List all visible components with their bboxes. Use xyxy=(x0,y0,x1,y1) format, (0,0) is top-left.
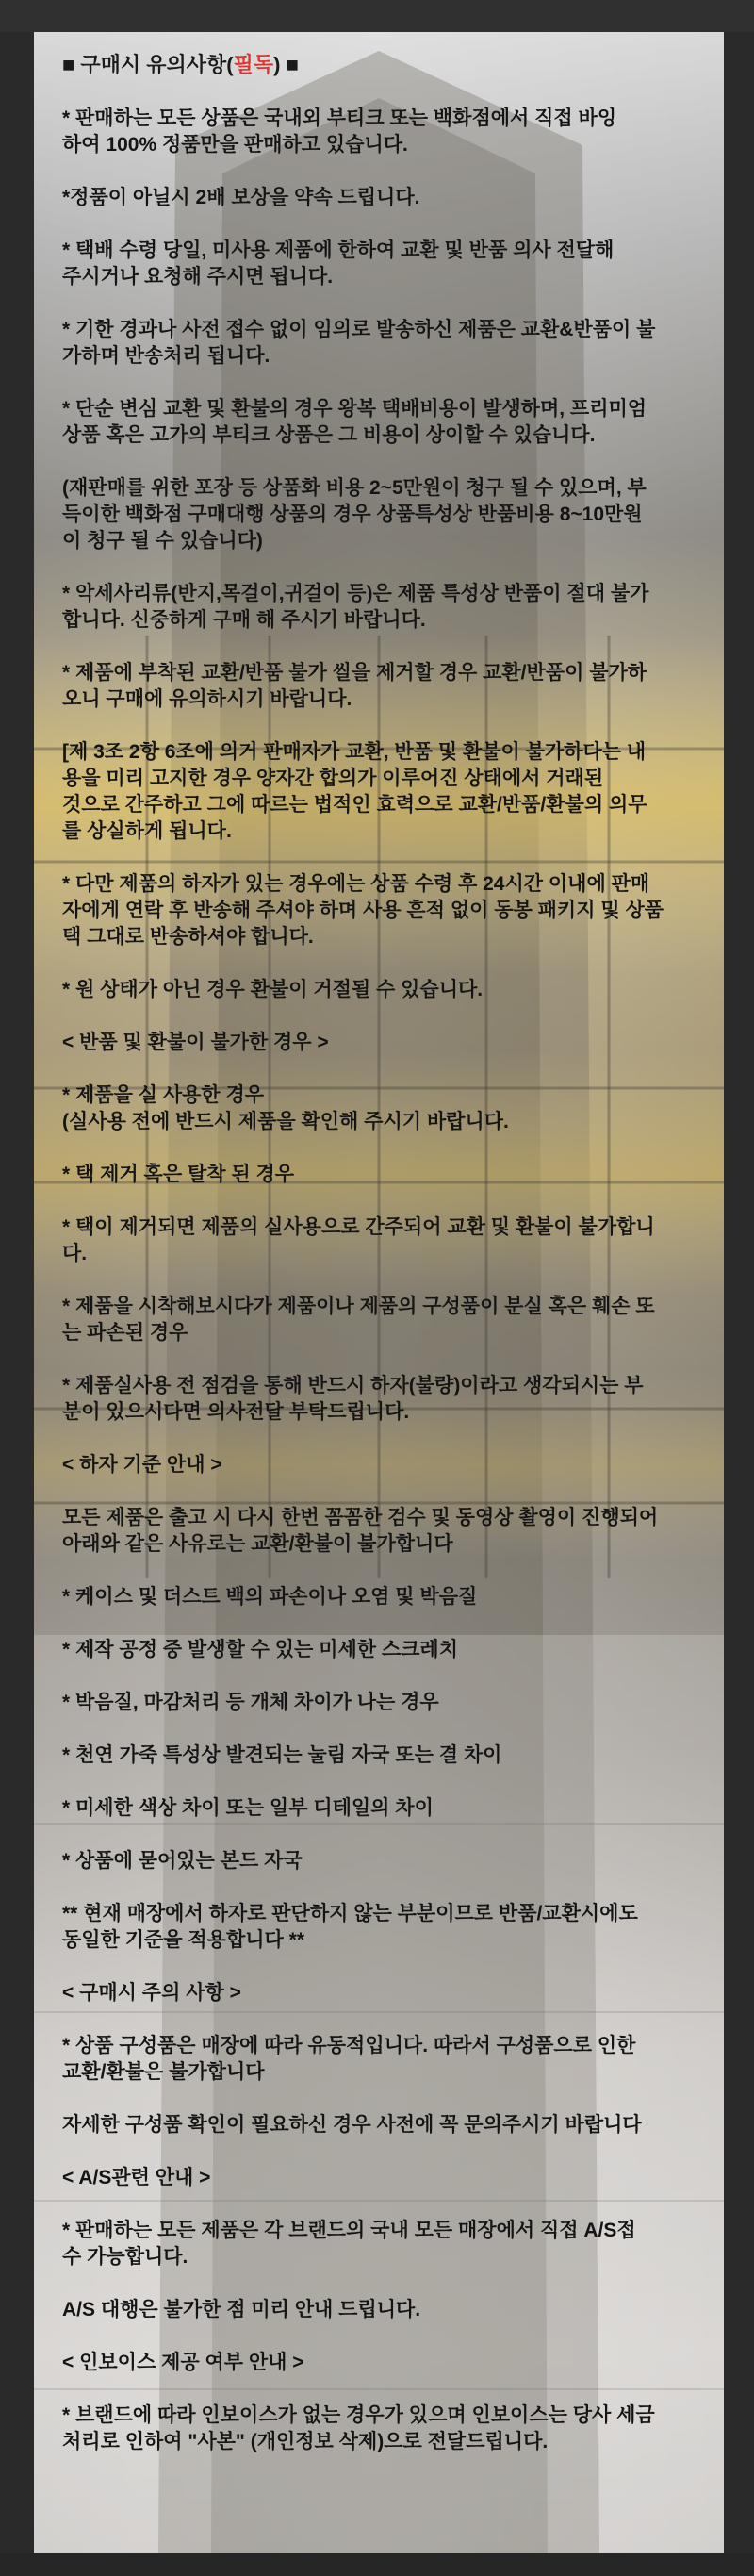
notice-paragraph: * 택이 제거되면 제품의 실사용으로 간주되어 교환 및 환불이 불가합니 다. xyxy=(62,1216,655,1264)
notice-paragraph: * 악세사리류(반지,목걸이,귀걸이 등)은 제품 특성상 반품이 절대 불가 합니다. 신중하게 구매 해 주시기 바랍니다. xyxy=(62,583,649,631)
notice-paragraph: < 반품 및 환불이 불가한 경우 > xyxy=(62,1032,329,1053)
notice-card xyxy=(34,32,724,2553)
notice-paragraph: * 박음질, 마감처리 등 개체 차이가 나는 경우 xyxy=(62,1692,439,1713)
notice-paragraph: * 미세한 색상 차이 또는 일부 디테일의 차이 xyxy=(62,1797,434,1819)
notice-title xyxy=(62,49,697,81)
notice-paragraph: < 구매시 주의 사항 > xyxy=(62,1982,241,2004)
notice-paragraph: [제 3조 2항 6조에 의거 판매자가 교환, 반품 및 환불이 불가하다는 내 용을 미리 고지한 경우 양자간 합의가 이루어진 상태에서 거래된 것으로 간주하고 그에 따르는 법적인 효력으로 교환/반품/환불의 의무 를 상실하게 됩니다. xyxy=(62,741,647,842)
title-accent: 필독 xyxy=(233,53,274,76)
notice-paragraph: * 판매하는 모든 상품은 국내외 부티크 또는 백화점에서 직접 바잉 하여 100% 정품만을 판매하고 있습니다. xyxy=(62,107,617,156)
notice-content xyxy=(34,32,724,2482)
notice-paragraph: * 제품에 부착된 교환/반품 불가 씰을 제거할 경우 교환/반품이 불가하 오니 구매에 유의하시기 바랍니다. xyxy=(62,662,647,710)
top-bar xyxy=(0,0,754,32)
notice-paragraph: * 단순 변심 교환 및 환불의 경우 왕복 택배비용이 발생하며, 프리미엄 상품 혹은 고가의 부티크 상품은 그 비용이 상이할 수 있습니다. xyxy=(62,398,647,446)
notice-paragraph: * 제작 공정 중 발생할 수 있는 미세한 스크레치 xyxy=(62,1639,458,1660)
notice-paragraph: 모든 제품은 출고 시 다시 한번 꼼꼼한 검수 및 동영상 촬영이 진행되어 아래와 같은 사유로는 교환/환불이 불가합니다 xyxy=(62,1507,659,1555)
notice-paragraph-list xyxy=(62,106,697,2455)
notice-paragraph: * 브랜드에 따라 인보이스가 없는 경우가 있으며 인보이스는 당사 세금 처리로 인하여 "사본" (개인정보 삭제)으로 전달드립니다. xyxy=(62,2404,655,2452)
notice-paragraph: < A/S관련 안내 > xyxy=(62,2167,211,2188)
notice-paragraph: *정품이 아닐시 2배 보상을 약속 드립니다. xyxy=(62,187,420,208)
notice-paragraph: * 제품실사용 전 점검을 통해 반드시 하자(불량)이라고 생각되시는 부 분이 있으시다면 의사전달 부탁드립니다. xyxy=(62,1375,644,1423)
bottom-bar xyxy=(0,2553,754,2576)
notice-paragraph: ** 현재 매장에서 하자로 판단하지 않는 부분이므로 반품/교환시에도 동일한 기준을 적용합니다 ** xyxy=(62,1903,638,1951)
notice-paragraph: * 상품에 묻어있는 본드 자국 xyxy=(62,1850,303,1872)
notice-paragraph: * 천연 가죽 특성상 발견되는 눌림 자국 또는 결 차이 xyxy=(62,1744,502,1766)
right-margin xyxy=(724,32,754,2553)
notice-paragraph: * 판매하는 모든 제품은 각 브랜드의 국내 모든 매장에서 직접 A/S접 수 가능합니다. xyxy=(62,2220,636,2268)
notice-paragraph: (재판매를 위한 포장 등 상품화 비용 2~5만원이 청구 될 수 있으며, 부 득이한 백화점 구매대행 상품의 경우 상품특성상 반품비용 8~10만원 이 청구 될 수 있습니다) xyxy=(62,477,647,552)
notice-paragraph: * 기한 경과나 사전 접수 없이 임의로 발송하신 제품은 교환&반품이 불 가하며 반송처리 됩니다. xyxy=(62,319,656,367)
notice-paragraph: * 원 상태가 아닌 경우 환불이 거절될 수 있습니다. xyxy=(62,979,484,1000)
notice-paragraph: * 택배 수령 당일, 미사용 제품에 한하여 교환 및 반품 의사 전달해 주시거나 요청해 주시면 됩니다. xyxy=(62,239,615,288)
notice-paragraph: * 택 제거 혹은 탈착 된 경우 xyxy=(62,1164,295,1185)
title-suffix: ) ■ xyxy=(273,53,299,76)
notice-paragraph: * 상품 구성품은 매장에 따라 유동적입니다. 따라서 구성품으로 인한 교환/환불은 불가합니다 xyxy=(62,2035,636,2083)
notice-paragraph: < 인보이스 제공 여부 안내 > xyxy=(62,2352,304,2373)
notice-paragraph: * 케이스 및 더스트 백의 파손이나 오염 및 박음질 xyxy=(62,1586,478,1608)
notice-paragraph: * 다만 제품의 하자가 있는 경우에는 상품 수령 후 24시간 이내에 판매 자에게 연락 후 반송해 주셔야 하며 사용 흔적 없이 동봉 패키지 및 상품 택 그대로 반송하셔야 합니다. xyxy=(62,873,664,948)
notice-paragraph: * 제품을 시착해보시다가 제품이나 제품의 구성품이 분실 혹은 훼손 또 는 파손된 경우 xyxy=(62,1296,655,1344)
title-prefix: ■ 구매시 유의사항( xyxy=(62,53,234,76)
notice-paragraph: 자세한 구성품 확인이 필요하신 경우 사전에 꼭 문의주시기 바랍니다 xyxy=(62,2114,642,2136)
notice-paragraph: < 하자 기준 안내 > xyxy=(62,1454,222,1476)
notice-paragraph: A/S 대행은 불가한 점 미리 안내 드립니다. xyxy=(62,2299,421,2320)
left-margin xyxy=(0,32,34,2553)
notice-paragraph: * 제품을 실 사용한 경우 (실사용 전에 반드시 제품을 확인해 주시기 바랍니다. xyxy=(62,1084,509,1132)
